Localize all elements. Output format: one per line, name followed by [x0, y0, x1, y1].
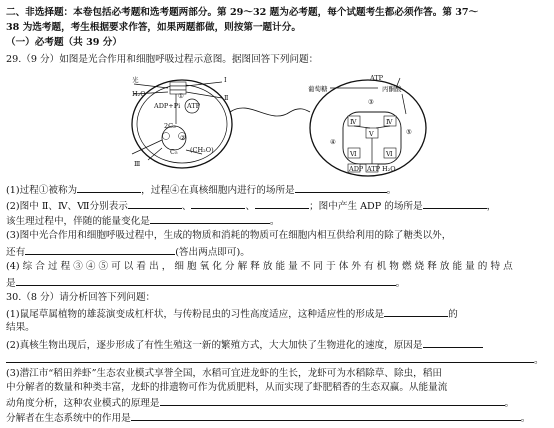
answer-blank[interactable] — [255, 199, 309, 209]
label-adp-right: ADP — [349, 165, 364, 173]
label-atp-right-bottom: ATP — [367, 165, 381, 173]
label-roman-4a: Ⅳ — [350, 118, 357, 126]
section-subheader: （一）必考题（共 39 分） — [6, 37, 122, 48]
label-roman-5: Ⅴ — [369, 130, 374, 138]
q29-sub2: (2)图中 Ⅱ、Ⅳ、Ⅶ分别表示 、 、 ；图中产生 ADP 的场所是 ， — [6, 201, 497, 212]
answer-blank[interactable] — [160, 396, 505, 406]
q30-sub1-text-b: 的 — [448, 309, 458, 320]
section-header-line2: 38 为选考题，考生根据要求作答，如果两题都做，则按第一题计分。 — [6, 22, 301, 33]
q30-sub2-text-b: 。 — [534, 355, 544, 366]
q29-stem: 29.（9 分）如图是光合作用和细胞呼吸过程示意图。据图回答下列问题： — [6, 54, 319, 65]
answer-blank[interactable] — [191, 199, 245, 209]
q29-sub3-text-b: 还有 — [6, 247, 26, 258]
q30-sub3-text-f: 。 — [520, 413, 531, 424]
answer-blank[interactable] — [77, 183, 141, 193]
label-roman-6a: Ⅵ — [350, 150, 357, 158]
q30-stem: 30.（8 分）请分析回答下列问题： — [6, 292, 156, 303]
label-circle-1: ① — [178, 92, 184, 100]
answer-blank[interactable] — [423, 199, 487, 209]
q30-sub2 — [6, 338, 483, 352]
q29-sub4-text-c: 。 — [395, 278, 406, 289]
label-roman-4b: Ⅳ — [386, 118, 393, 126]
label-roman-1: Ⅰ — [224, 76, 227, 84]
label-2c3: 2C₃ — [164, 122, 176, 130]
q29-sub4-text-b: 是 — [6, 278, 16, 289]
q29-sub2-text-b: ；图中产生 ADP 的场所是 — [309, 201, 423, 212]
section-header-line1: 二、非选择题：本卷包括必考题和选考题两部分。第 29～32 题为必考题，每个试题考生都必须作答。第 37～ — [6, 7, 479, 18]
answer-blank[interactable] — [384, 307, 448, 317]
q30-sub3-text-d: 。 — [504, 398, 515, 409]
answer-blank[interactable] — [6, 353, 534, 363]
q29-sub2-cont — [6, 214, 280, 228]
label-adp-pi: ADP+Pi — [154, 102, 181, 110]
label-atp-left: ATP — [187, 102, 201, 110]
label-ch2o: (CH₂O) — [190, 146, 214, 154]
answer-blank[interactable] — [295, 183, 387, 193]
answer-blank[interactable] — [128, 199, 182, 209]
q30-sub1-text-a: (1)鼠尾草属植物的雄蕊演变成杠杆状，与传粉昆虫的习性高度适应，这种适应性的形成是 — [6, 309, 385, 320]
label-roman-2: Ⅱ — [224, 94, 229, 102]
q30-sub3-line3 — [6, 396, 514, 410]
q30-sub3-text-e: 分解者在生态系统中的作用是 — [6, 413, 131, 424]
label-c5: C₅ — [170, 148, 178, 156]
label-h2o-right: H₂O — [382, 165, 396, 173]
q29-sub4: (4) 综 合 过 程 ③ ④ ⑤ 可 以 看 出 ， 细 胞 氧 化 分 解 释 放 能 量 不 同 于 体 外 有 机 物 燃 烧 释 放 能 量 的 特 点 — [6, 261, 513, 272]
process-diagram — [130, 68, 430, 180]
answer-blank[interactable] — [16, 276, 396, 286]
q30-sub3: (3)潜江市“稻田养虾”生态农业模式享誉全国，水稻可宜进龙虾的生长，龙虾可为水稻除草、除虫，稻田 — [6, 368, 442, 379]
q30-sub3-line2: 中分解者的数量和种类丰富，龙虾的排遗物可作为优质肥料，从而实现了虾肥稻香的生态双赢。从能量流 — [6, 382, 448, 393]
answer-blank[interactable] — [131, 411, 521, 421]
q29-sub1-text-a: (1)过程①被称为 — [6, 185, 78, 196]
label-h2o-left: H₂O — [132, 90, 146, 98]
q30-sub3-line4 — [6, 411, 530, 425]
q30-sub1 — [6, 307, 458, 321]
label-glucose: 葡萄糖 — [308, 85, 328, 93]
label-pyruvate: 丙酮酸 — [382, 85, 402, 93]
q30-sub3-text-c: 动角度分析，这种农业模式的原理是 — [6, 398, 160, 409]
q29-sub2-text-c: ， — [486, 201, 497, 212]
q29-sub1-text-c: 。 — [386, 185, 397, 196]
q30-sub2-text-a: (2)真核生物出现后，逐步形成了有性生殖这一新的繁殖方式，大大加快了生物进化的速度，原因是 — [6, 340, 423, 351]
label-circle-4: ④ — [330, 138, 336, 146]
q29-sub4-cont — [6, 276, 405, 290]
q30-sub2-cont — [6, 353, 544, 367]
answer-blank[interactable] — [423, 338, 483, 348]
label-roman-3: Ⅲ — [134, 160, 141, 168]
label-atp-right-top: ATP — [370, 74, 384, 82]
q30-sub1-cont: 结果。 — [6, 322, 35, 333]
answer-blank[interactable] — [150, 214, 270, 224]
label-circle-2: ② — [180, 134, 186, 142]
q29-sub3-text-c: (答出两点即可)。 — [175, 247, 250, 258]
label-circle-3: ③ — [368, 98, 374, 106]
q29-sub3-cont — [6, 245, 250, 259]
q29-sub1-text-b: ，过程④在真核细胞内进行的场所是 — [141, 185, 295, 196]
answer-blank[interactable] — [25, 245, 175, 255]
label-light: 光 — [132, 76, 139, 84]
q29-sub2-text-e: 。 — [269, 216, 280, 227]
q29-sub2-text-d: 该生理过程中，伴随的能量变化是 — [6, 216, 150, 227]
q29-sub3: (3)图中光合作用和细胞呼吸过程中，生成的物质和消耗的物质可在细胞内相互供给利用的除了糖类以外， — [6, 230, 452, 241]
q29-sub1 — [6, 183, 396, 197]
label-circle-5: ⑤ — [406, 128, 412, 136]
label-roman-6b: Ⅵ — [386, 150, 393, 158]
q29-sub2-text-a: (2)图中 Ⅱ、Ⅳ、Ⅶ分别表示 — [6, 201, 128, 212]
